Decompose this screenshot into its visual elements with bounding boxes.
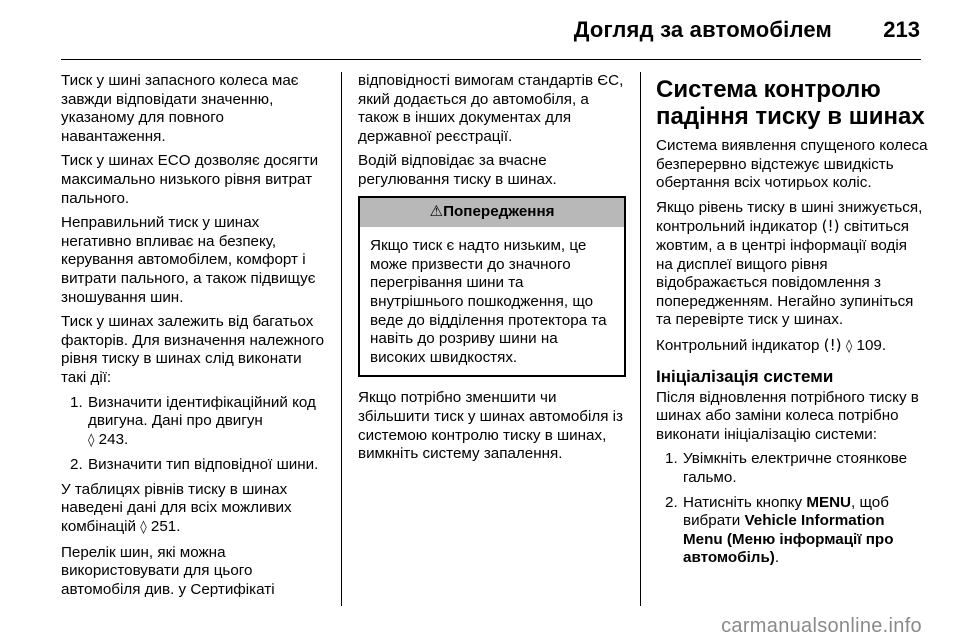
section-subtitle: Ініціалізація системи (656, 366, 834, 386)
tpms-indicator-icon: (!) (821, 217, 840, 236)
column-divider-1 (341, 72, 342, 606)
page-header (0, 0, 960, 60)
steps-list (656, 450, 928, 568)
paragraph: Після відновлення потрібного тиску в шинах або заміни колеса потрібно виконати ініціалізацію системи: (656, 388, 919, 443)
paragraph-text: Якщо рівень тиску в шині знижується, контрольний індикатор (656, 198, 923, 236)
page-ref-arrow-icon: ◊ (845, 338, 853, 354)
page-ref-link[interactable]: 251. (150, 518, 181, 536)
list-number: 1. (665, 450, 678, 468)
warning-triangle-icon: ⚠ (429, 202, 444, 220)
watermark: carmanualsonline.info (721, 615, 922, 637)
list-number: 2. (665, 493, 678, 511)
list-item (656, 450, 928, 487)
menu-item-label: Vehicle Information Menu (Меню інформації про автомобіль) (683, 512, 894, 567)
list-text: . (774, 549, 780, 567)
warning-title: Попередження (443, 202, 555, 220)
page-number: 213 (883, 17, 920, 42)
list-number: 2. (70, 456, 83, 474)
menu-button-label: MENU (806, 493, 852, 511)
paragraph: Перелік шин, які можна використовувати для цього автомобіля див. у Сертифікаті (61, 543, 275, 598)
list-item (61, 394, 331, 451)
warning-text: Якщо тиск є надто низьким, це може призвести до значного перегрівання шини та внутрішнього пошкодження, що веде до відділення протектора та навіть до розриву шини на високих швидкостях. (370, 237, 607, 366)
list-text: Натисніть кнопку (683, 493, 803, 511)
column-1 (61, 72, 331, 605)
paragraph (656, 336, 928, 357)
list-text: Увімкніть електричне стоянкове гальмо. (683, 450, 908, 486)
list-number: 1. (70, 393, 83, 411)
paragraph: Тиск у шині запасного колеса має завжди відповідати значенню, указаному для повного навантаження. (61, 72, 299, 145)
section-title: Система контролю падіння тиску в шинах (656, 76, 925, 130)
paragraph: Тиск у шинах залежить від багатьох факторів. Для визначення належного рівня тиску в шинах слід виконати такі дії: (61, 313, 325, 386)
column-3 (656, 72, 928, 574)
warning-box (358, 196, 626, 378)
paragraph-text: У таблицях рівнів тиску в шинах наведені дані для всіх можливих комбінацій (61, 480, 292, 536)
tpms-indicator-icon: (!) (823, 335, 842, 354)
paragraph (61, 481, 331, 538)
column-divider-2 (640, 72, 641, 606)
paragraph-text: світиться жовтим, а в центрі інформації водія на дисплеї вищого рівня відображається повідомлення з попередженням. Негайно зупиніться та перевірте тиск у шинах. (656, 218, 914, 329)
list-text: , щоб вибрати (683, 493, 889, 530)
page-ref-arrow-icon: ◊ (140, 520, 147, 536)
list-item (61, 456, 331, 475)
column-2 (358, 72, 626, 470)
paragraph: Тиск у шинах ECO дозволяє досягти максимально низького рівня витрат пального. (61, 152, 319, 207)
list-text: Визначити тип відповідної шини. (88, 456, 319, 474)
paragraph: Водій відповідає за вчасне регулювання тиску в шинах. (358, 152, 557, 188)
paragraph: Неправильний тиск у шинах негативно впливає на безпеку, керування автомобілем, комфорт і витрати пального, а також підвищує зношування шин. (61, 214, 316, 306)
paragraph: Якщо потрібно зменшити чи збільшити тиск у шинах автомобіля із системою контролю тиску в шинах, вимкніть систему запалення. (358, 389, 624, 463)
paragraph: Система виявлення спущеного колеса безперервно відстежує швидкість обертання всіх чотирьох коліс. (656, 137, 928, 192)
warning-header (360, 198, 624, 228)
page-title: Догляд за автомобілем (573, 17, 832, 42)
page-ref-arrow-icon: ◊ (88, 432, 95, 448)
paragraph: відповідності вимогам стандартів ЄС, який додається до автомобіля, а також в інших документах для державної реєстрації. (358, 72, 624, 145)
page-ref-link[interactable]: 109. (856, 336, 887, 354)
list-text: Визначити ідентифікаційний код двигуна. Дані про двигун (88, 393, 316, 430)
list-item (656, 494, 928, 568)
page-ref-link[interactable]: 243. (98, 430, 129, 448)
steps-list (61, 394, 331, 475)
paragraph-text: Контрольний індикатор (656, 336, 820, 354)
header-divider (61, 59, 921, 60)
paragraph (656, 199, 928, 330)
